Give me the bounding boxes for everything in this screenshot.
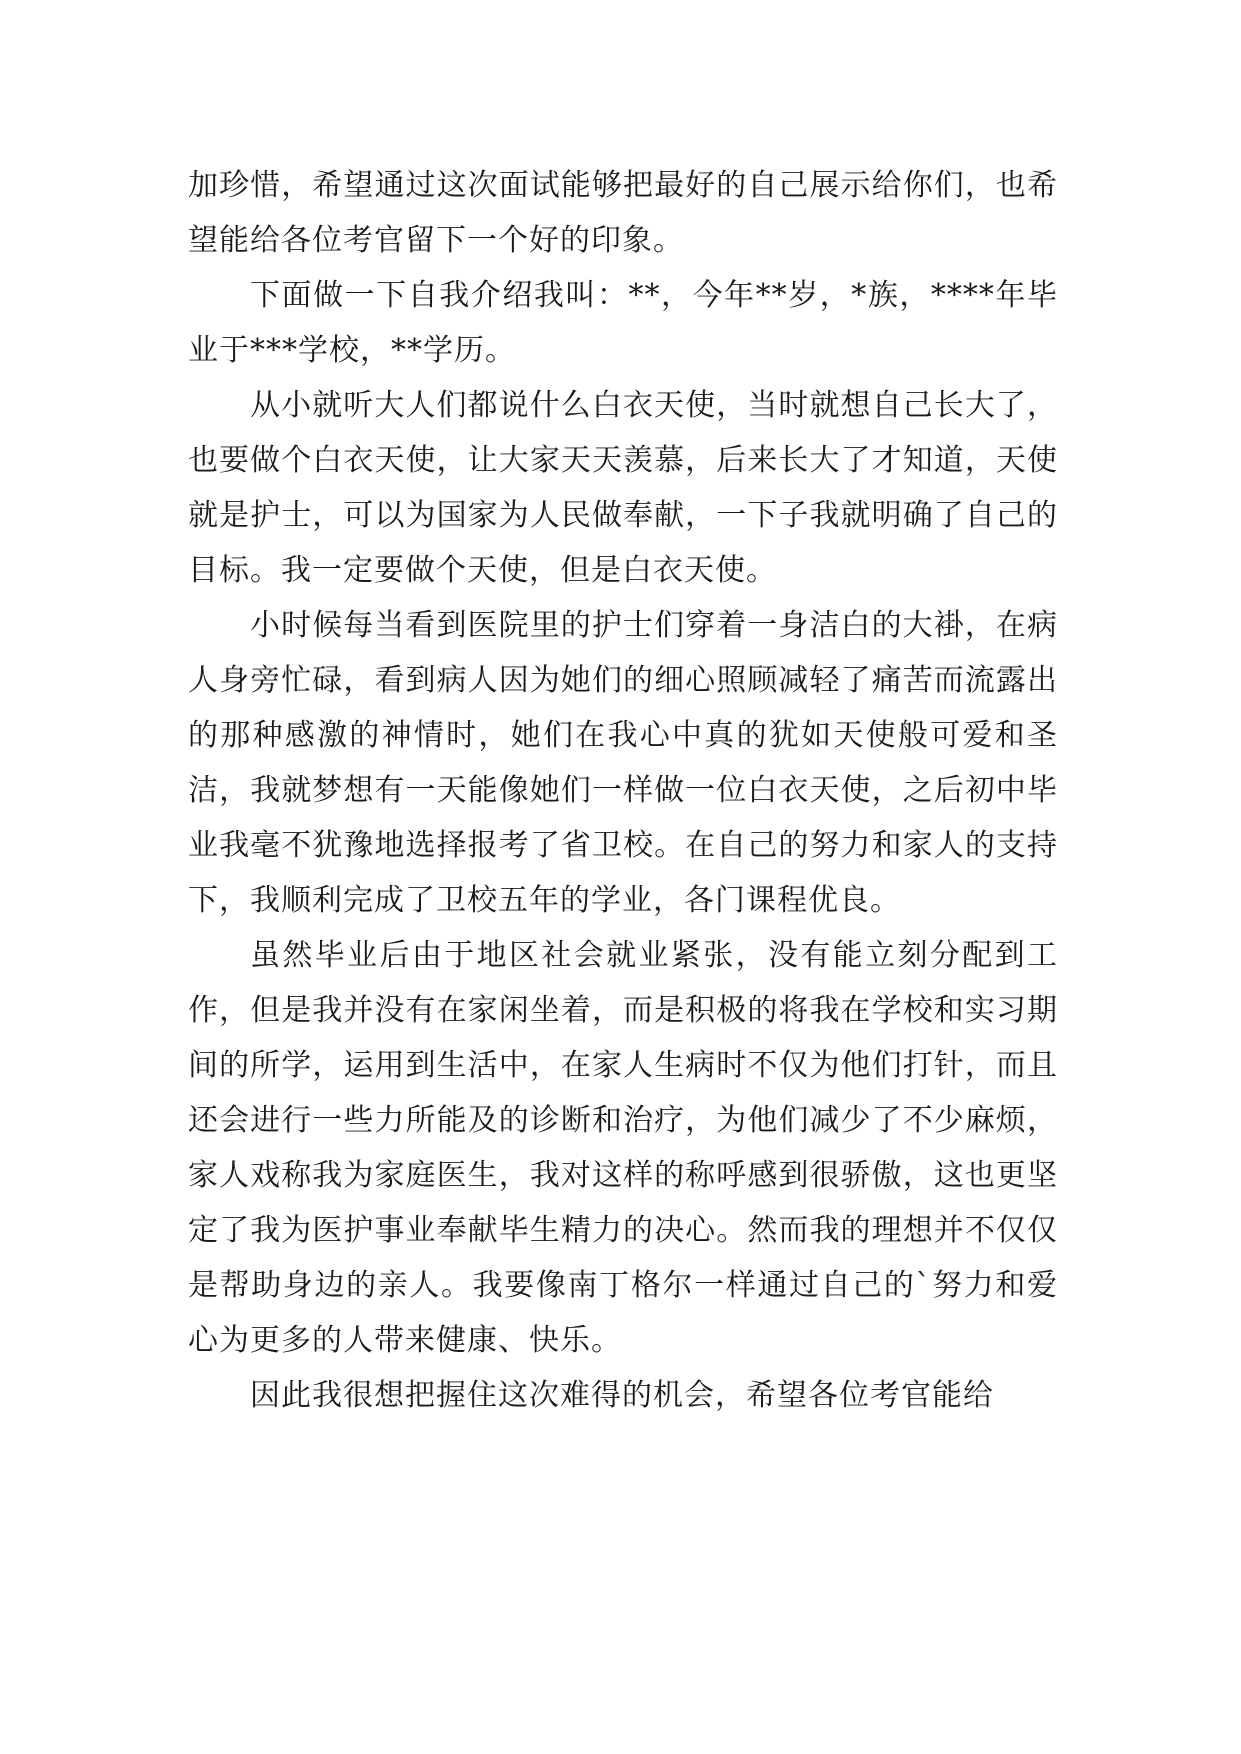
paragraph-6: 因此我很想把握住这次难得的机会，希望各位考官能给 (250, 1378, 994, 1413)
paragraph-1: 加珍惜，希望通过这次面试能够把最好的自己展示给你们，也希望能给各位考官留下一个好的印象。 (188, 168, 1058, 258)
document-body (188, 158, 1058, 1423)
paragraph-3: 从小就听大人们都说什么白衣天使，当时就想自己长大了，也要做个白衣天使，让大家天天羡慕，后来长大了才知道，天使就是护士，可以为国家为人民做奉献，一下子我就明确了自己的目标。我一定要做个天使，但是白衣天使。 (188, 388, 1058, 588)
paragraph-2: 下面做一下自我介绍我叫：**，今年**岁，*族，****年毕业于***学校，**学历。 (188, 278, 1058, 368)
paragraph-4: 小时候每当看到医院里的护士们穿着一身洁白的大褂，在病人身旁忙碌，看到病人因为她们的细心照顾减轻了痛苦而流露出的那种感激的神情时，她们在我心中真的犹如天使般可爱和圣洁，我就梦想有一天能像她们一样做一位白衣天使，之后初中毕业我毫不犹豫地选择报考了省卫校。在自己的努力和家人的支持下，我顺利完成了卫校五年的学业，各门课程优良。 (188, 608, 1058, 918)
paragraph-5: 虽然毕业后由于地区社会就业紧张，没有能立刻分配到工作，但是我并没有在家闲坐着，而是积极的将我在学校和实习期间的所学，运用到生活中，在家人生病时不仅为他们打针，而且还会进行一些力所能及的诊断和治疗，为他们减少了不少麻烦，家人戏称我为家庭医生，我对这样的称呼感到很骄傲，这也更坚定了我为医护事业奉献毕生精力的决心。然而我的理想并不仅仅是帮助身边的亲人。我要像南丁格尔一样通过自己的`努力和爱心为更多的人带来健康、快乐。 (188, 938, 1058, 1358)
